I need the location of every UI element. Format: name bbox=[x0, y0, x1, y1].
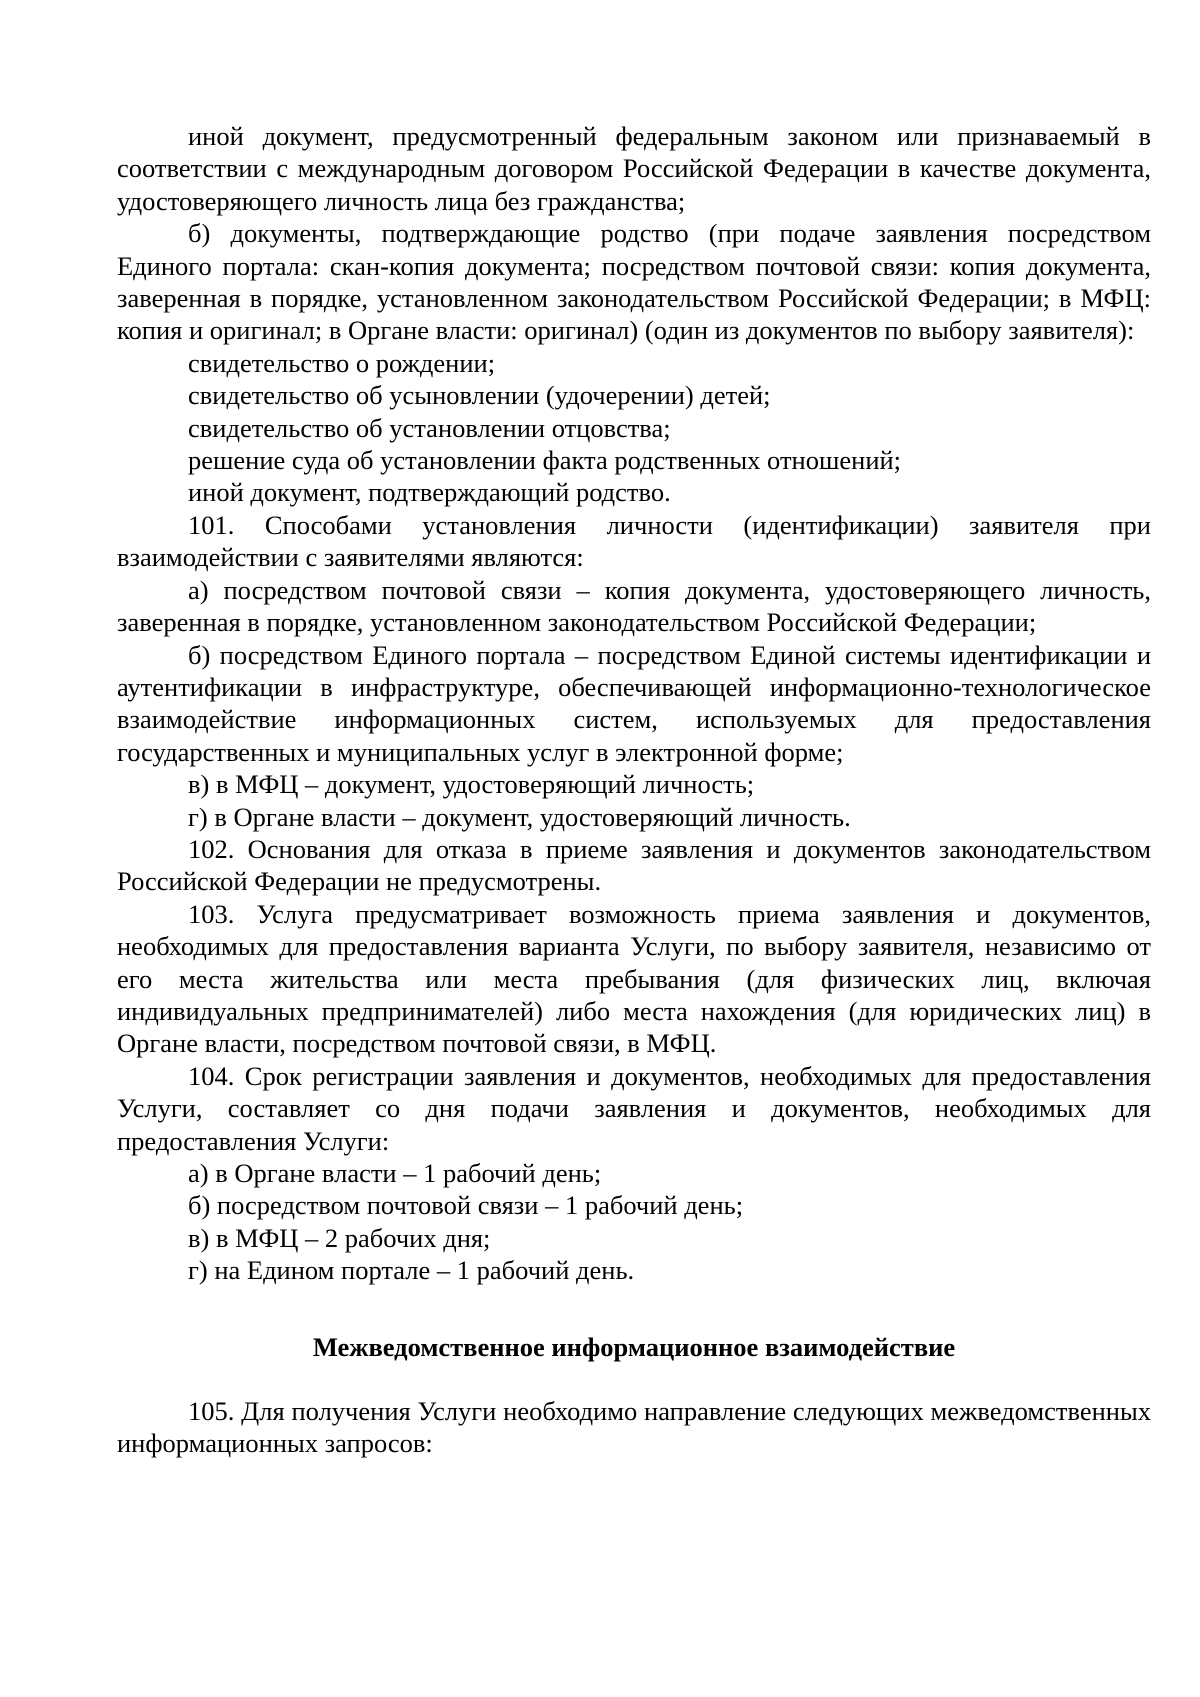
paragraph-kinship-documents: б) документы, подтверждающие родство (при подаче заявления посредством Единого портала: скан-копия документа; посредством почтовой связи: копия документа, заверенная в порядке, установленном законодательством Российской Федерации; в МФЦ: копия и оригинал; в Органе власти: оригинал) (один из документов по выбору заявителя): bbox=[117, 218, 1151, 346]
list-item-101-v: в) в МФЦ – документ, удостоверяющий личность; bbox=[188, 769, 755, 800]
list-item-101-b: б) посредством Единого портала – посредством Единой системы идентификации и аутентификации в инфраструктуре, обеспечивающей информационно-технологическое взаимодействие информационных систем, используемых для предоставления государственных и муниципальных услуг в электронной форме; bbox=[117, 639, 1151, 767]
paragraph-103: 103. Услуга предусматривает возможность приема заявления и документов, необходимых для предоставления варианта Услуги, по выбору заявителя, независимо от его места жительства или места пребывания (для физических лиц, включая индивидуальных предпринимателей) либо места нахождения (для юридических лиц) в Органе власти, посредством почтовой связи, в МФЦ. bbox=[117, 898, 1151, 1059]
list-item-104-a: а) в Органе власти – 1 рабочий день; bbox=[188, 1158, 602, 1188]
list-item-court-decision: решение суда об установлении факта родственных отношений; bbox=[188, 445, 902, 476]
list-item-104-v: в) в МФЦ – 2 рабочих дня; bbox=[188, 1222, 491, 1253]
paragraph-other-identity-document: иной документ, предусмотренный федеральным законом или признаваемый в соответствии с международным договором Российской Федерации в качестве документа, удостоверяющего личность лица без гражданства; bbox=[117, 121, 1151, 216]
paragraph-101: 101. Способами установления личности (идентификации) заявителя при взаимодействии с заявителями являются: bbox=[117, 509, 1151, 573]
list-item-other-kinship-document: иной документ, подтверждающий родство. bbox=[188, 477, 671, 508]
paragraph-105: 105. Для получения Услуги необходимо направление следующих межведомственных информационных запросов: bbox=[117, 1396, 1151, 1459]
document-page bbox=[117, 120, 1151, 1460]
list-item-101-a: а) посредством почтовой связи – копия документа, удостоверяющего личность, заверенная в порядке, установленном законодательством Российской Федерации; bbox=[117, 574, 1151, 638]
list-item-101-g: г) в Органе власти – документ, удостоверяющий личность. bbox=[188, 801, 851, 832]
paragraph-104: 104. Срок регистрации заявления и документов, необходимых для предоставления Услуги, составляет со дня подачи заявления и документов, необходимых для предоставления Услуги: bbox=[117, 1060, 1151, 1156]
spacer bbox=[117, 1287, 1151, 1331]
list-item-paternity-certificate: свидетельство об установлении отцовства; bbox=[188, 412, 671, 443]
section-heading: Межведомственное информационное взаимодействие bbox=[312, 1331, 956, 1362]
list-item-adoption-certificate: свидетельство об усыновлении (удочерении) детей; bbox=[188, 380, 771, 411]
spacer bbox=[117, 1363, 1151, 1395]
list-item-birth-certificate: свидетельство о рождении; bbox=[188, 347, 496, 378]
paragraph-102: 102. Основания для отказа в приеме заявления и документов законодательством Российской Федерации не предусмотрены. bbox=[117, 833, 1151, 897]
list-item-104-b: б) посредством почтовой связи – 1 рабочий день; bbox=[188, 1190, 744, 1221]
list-item-104-g: г) на Едином портале – 1 рабочий день. bbox=[188, 1255, 635, 1286]
